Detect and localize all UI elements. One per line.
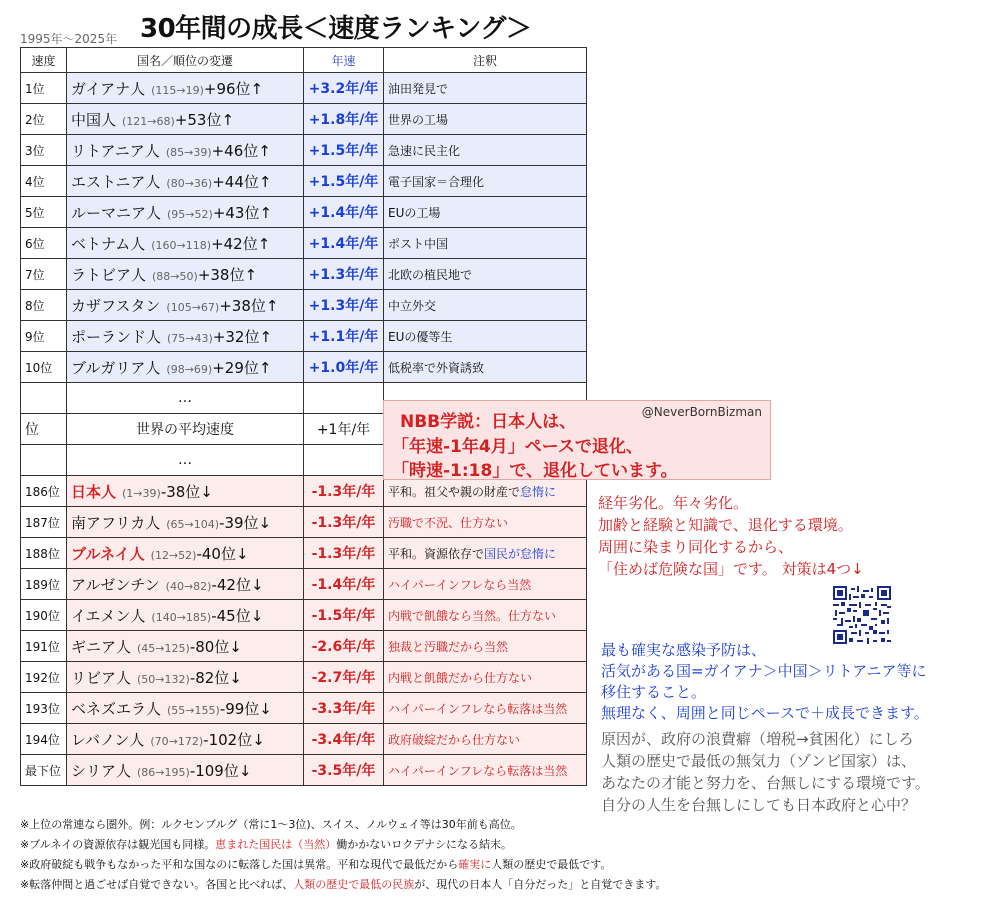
rank-change: (55→155)	[167, 703, 220, 717]
country-name: カザフスタン	[71, 296, 161, 315]
rank-delta: +32位↑	[212, 327, 273, 346]
table-row	[21, 631, 587, 662]
country-name: イエメン人	[71, 606, 146, 625]
annual-speed: -3.5年/年	[304, 755, 384, 786]
country-name: ギニア人	[71, 637, 132, 656]
side-gray-line: 人類の歴史で最低の無気力（ゾンビ国家）は、	[601, 752, 917, 770]
side-gray-line: 原因が、政府の浪費癖（増税→貧困化）にしろ	[601, 730, 914, 748]
country-name: リビア人	[71, 668, 132, 687]
note-highlight: 怠惰に	[520, 484, 557, 499]
annual-speed: +1.0年/年	[304, 352, 384, 383]
rank-change: (86→195)	[137, 765, 190, 779]
table-row	[21, 228, 587, 259]
rank-position: 最下位	[21, 755, 67, 786]
rank-delta: +38位↑	[197, 265, 258, 284]
note-cell: 独裁と汚職だから当然	[384, 631, 587, 662]
side-gray-line: あなたの才能と努力を、台無しにする環境です。	[601, 774, 930, 792]
country-name: レバノン人	[71, 730, 145, 749]
rank-change: (105→67)	[166, 300, 220, 314]
footnote-4: ※転落仲間と過ごせば自覚できない。各国と比べれば、人類の歴史で最低の民族が、現代の日本人「自分だった」と自覚できます。	[20, 878, 667, 891]
country-name: 日本人	[71, 482, 117, 501]
rank-delta: -38位↓	[160, 482, 213, 501]
rank-position: 7位	[21, 259, 67, 290]
page-title: 30年間の成長＜速度ランキング＞	[140, 14, 532, 44]
header-speed-rank: 速度	[21, 48, 67, 73]
table-row	[21, 135, 587, 166]
rank-position: 8位	[21, 290, 67, 321]
rank-change: (98→69)	[166, 362, 213, 376]
side-text-gray	[601, 728, 996, 816]
note-cell: ポスト中国	[384, 228, 587, 259]
title-period: 1995年～2025年	[20, 32, 118, 46]
rank-change: (85→39)	[165, 145, 212, 159]
nbb-theory-callout	[383, 400, 771, 480]
note-text: 平和。資源依存で	[388, 546, 485, 561]
side-blue-line: 移住すること。	[601, 683, 707, 701]
rank-position: 5位	[21, 197, 67, 228]
footnote-3: ※政府破綻も戦争もなかった平和な国なのに転落した国は異常。平和な現代で最低だから確実に人類の歴史で最低です。	[20, 858, 612, 871]
annual-speed: -2.6年/年	[304, 631, 384, 662]
rank-position: 193位	[21, 693, 67, 724]
country-cell	[67, 73, 304, 104]
note-cell: 北欧の植民地で	[384, 259, 587, 290]
annual-speed: -3.4年/年	[304, 724, 384, 755]
country-name: ブルネイ人	[71, 544, 145, 563]
country-cell	[67, 166, 304, 197]
annual-speed: -3.3年/年	[304, 693, 384, 724]
table-row	[21, 755, 587, 786]
country-name: エストニア人	[71, 172, 161, 191]
footnotes	[20, 815, 980, 895]
annual-speed: -1.5年/年	[304, 600, 384, 631]
rank-change: (80→36)	[166, 176, 213, 190]
rank-change: (1→39)	[122, 486, 161, 500]
rank-change: (95→52)	[167, 207, 213, 221]
note-cell: 世界の工場	[384, 104, 587, 135]
note-text: 平和。祖父や親の財産で	[388, 484, 521, 499]
rank-change: (88→50)	[152, 269, 198, 283]
rank-position: 3位	[21, 135, 67, 166]
ellipsis: …	[67, 445, 304, 476]
bottom-ranks	[21, 476, 587, 786]
country-cell	[67, 228, 304, 259]
rank-position: 10位	[21, 352, 67, 383]
rank-change: (70→172)	[150, 734, 204, 748]
country-name: シリア人	[71, 761, 132, 780]
table-row	[21, 166, 587, 197]
country-cell	[67, 755, 304, 786]
country-cell	[67, 507, 304, 538]
table-row	[21, 724, 587, 755]
rank-delta: +43位↑	[212, 203, 273, 222]
country-cell	[67, 290, 304, 321]
rank-position: 192位	[21, 662, 67, 693]
table-row	[21, 693, 587, 724]
rank-delta: -45位↓	[211, 606, 264, 625]
annual-speed: +1.5年/年	[304, 135, 384, 166]
annual-speed: -1.3年/年	[304, 538, 384, 569]
country-cell	[67, 631, 304, 662]
rank-delta: -42位↓	[211, 575, 264, 594]
note-cell: ハイパーインフレなら転落は当然	[384, 755, 587, 786]
table-row	[21, 352, 587, 383]
side-text-red	[598, 492, 993, 580]
country-cell	[67, 259, 304, 290]
rank-position: 9位	[21, 321, 67, 352]
note-cell: 急速に民主化	[384, 135, 587, 166]
rank-delta: +38位↑	[219, 296, 279, 315]
average-label: 世界の平均速度	[67, 414, 304, 445]
annual-speed: +1.4年/年	[304, 228, 384, 259]
side-red-line: 経年劣化。年々劣化。	[598, 494, 749, 512]
average-pos: 位	[21, 414, 67, 445]
side-blue-line: 最も確実な感染予防は、	[601, 641, 767, 659]
rank-change: (65→104)	[166, 517, 220, 531]
table-row	[21, 662, 587, 693]
annual-speed: +1.4年/年	[304, 197, 384, 228]
country-name: 中国人	[71, 110, 117, 129]
footnote-1: ※上位の常連なら圏外。例：ルクセンブルグ（常に1～3位)、スイス、ノルウェイ等は30年前も高位。	[20, 818, 522, 831]
note-cell: EUの工場	[384, 197, 587, 228]
table-row	[21, 321, 587, 352]
note-cell	[384, 538, 587, 569]
header-country: 国名／順位の変遷	[67, 48, 304, 73]
note-cell: 中立外交	[384, 290, 587, 321]
annual-speed: +1.1年/年	[304, 321, 384, 352]
note-cell: 政府破綻だから仕方ない	[384, 724, 587, 755]
rank-delta: -82位↓	[189, 668, 242, 687]
rank-change: (45→125)	[137, 641, 190, 655]
table-header-row	[21, 48, 587, 73]
callout-line-1: NBB学説：日本人は、	[400, 412, 577, 432]
annual-speed: -1.4年/年	[304, 569, 384, 600]
table-row	[21, 538, 587, 569]
annual-speed: -1.3年/年	[304, 507, 384, 538]
table-row	[21, 290, 587, 321]
rank-change: (12→52)	[150, 548, 197, 562]
country-name: リトアニア人	[71, 141, 160, 160]
annual-speed: +1.3年/年	[304, 290, 384, 321]
table-row	[21, 259, 587, 290]
note-cell: 内戦で飢餓なら当然。仕方ない	[384, 600, 587, 631]
country-name: ベトナム人	[71, 234, 146, 253]
rank-delta: +42位↑	[211, 234, 271, 253]
table-row	[21, 600, 587, 631]
rank-delta: +96位↑	[203, 79, 264, 98]
rank-delta: -40位↓	[196, 544, 249, 563]
country-cell	[67, 569, 304, 600]
rank-delta: +53位↑	[174, 110, 235, 129]
rank-delta: +46位↑	[211, 141, 271, 160]
note-cell: ハイパーインフレなら転落は当然	[384, 693, 587, 724]
rank-change: (160→118)	[151, 238, 212, 252]
country-cell	[67, 538, 304, 569]
country-name: ベネズエラ人	[71, 699, 162, 718]
table-row	[21, 104, 587, 135]
rank-delta: +29位↑	[212, 358, 272, 377]
rank-change: (115→19)	[151, 83, 204, 97]
top-ranks	[21, 73, 587, 383]
annual-speed: +1.3年/年	[304, 259, 384, 290]
side-red-line: 「住めば危険な国」です。 対策は4つ↓	[598, 560, 864, 578]
country-cell	[67, 197, 304, 228]
footnote-2: ※ブルネイの資源依存は観光国も同様。恵まれた国民は（当然）働かかないロクデナシになる結末。	[20, 838, 513, 851]
country-name: ラトビア人	[71, 265, 147, 284]
note-highlight: 国民が怠惰に	[484, 546, 557, 561]
rank-delta: -80位↓	[189, 637, 242, 656]
country-cell	[67, 104, 304, 135]
rank-position: 6位	[21, 228, 67, 259]
annual-speed: -2.7年/年	[304, 662, 384, 693]
country-name: アルゼンチン	[71, 575, 160, 594]
rank-position: 191位	[21, 631, 67, 662]
rank-change: (75→43)	[167, 331, 213, 345]
note-cell: 内戦と飢餓だから仕方ない	[384, 662, 587, 693]
rank-position: 4位	[21, 166, 67, 197]
rank-change: (40→82)	[165, 579, 212, 593]
rank-position: 187位	[21, 507, 67, 538]
country-cell	[67, 321, 304, 352]
country-cell	[67, 600, 304, 631]
rank-delta: -39位↓	[219, 513, 272, 532]
country-cell	[67, 476, 304, 507]
note-cell: 油田発見で	[384, 73, 587, 104]
table-row	[21, 569, 587, 600]
country-cell	[67, 693, 304, 724]
rank-change: (50→132)	[137, 672, 190, 686]
country-name: ルーマニア人	[71, 203, 162, 222]
country-cell	[67, 662, 304, 693]
note-cell: 電子国家＝合理化	[384, 166, 587, 197]
rank-position: 189位	[21, 569, 67, 600]
rank-position: 186位	[21, 476, 67, 507]
rank-delta: -109位↓	[189, 761, 252, 780]
side-blue-line: 無理なく、周囲と同じペースで＋成長できます。	[601, 704, 929, 722]
annual-speed: +1.8年/年	[304, 104, 384, 135]
rank-delta: -99位↓	[219, 699, 272, 718]
rank-delta: +44位↑	[212, 172, 272, 191]
callout-line-3: 「時速-1:18」で、退化しています。	[392, 461, 678, 481]
rank-position: 190位	[21, 600, 67, 631]
table-row	[21, 197, 587, 228]
annual-speed: -1.3年/年	[304, 476, 384, 507]
table-row	[21, 507, 587, 538]
country-cell	[67, 724, 304, 755]
header-notes: 注釈	[384, 48, 587, 73]
side-text-blue	[601, 640, 996, 724]
note-cell: 低税率で外資誘致	[384, 352, 587, 383]
note-cell: 汚職で不況、仕方ない	[384, 507, 587, 538]
rank-position: 2位	[21, 104, 67, 135]
qr-code-icon[interactable]	[833, 586, 891, 644]
header-annual-speed: 年速	[304, 48, 384, 73]
annual-speed: +3.2年/年	[304, 73, 384, 104]
country-name: ガイアナ人	[71, 79, 146, 98]
side-gray-line: 自分の人生を台無しにしても日本政府と心中？	[601, 796, 917, 814]
rank-position: 1位	[21, 73, 67, 104]
average-speed: +1年/年	[304, 414, 384, 445]
country-name: ブルガリア人	[71, 358, 161, 377]
rank-change: (140→185)	[151, 610, 212, 624]
country-name: ポーランド人	[71, 327, 162, 346]
rank-position: 188位	[21, 538, 67, 569]
twitter-handle: @NeverBornBizman	[641, 405, 762, 419]
rank-change: (121→68)	[122, 114, 175, 128]
rank-position: 194位	[21, 724, 67, 755]
rank-delta: -102位↓	[203, 730, 265, 749]
ellipsis: …	[67, 383, 304, 414]
annual-speed: +1.5年/年	[304, 166, 384, 197]
note-cell: ハイパーインフレなら当然	[384, 569, 587, 600]
note-cell: EUの優等生	[384, 321, 587, 352]
side-red-line: 加齢と経験と知識で、退化する環境。	[598, 516, 853, 534]
callout-line-2: 「年速-1年4月」ペースで退化、	[392, 437, 643, 457]
side-red-line: 周囲に染まり同化するから、	[598, 538, 794, 556]
side-blue-line: 活気がある国=ガイアナ＞中国＞リトアニア等に	[601, 662, 927, 680]
table-row	[21, 73, 587, 104]
country-name: 南アフリカ人	[71, 513, 161, 532]
country-cell	[67, 352, 304, 383]
country-cell	[67, 135, 304, 166]
